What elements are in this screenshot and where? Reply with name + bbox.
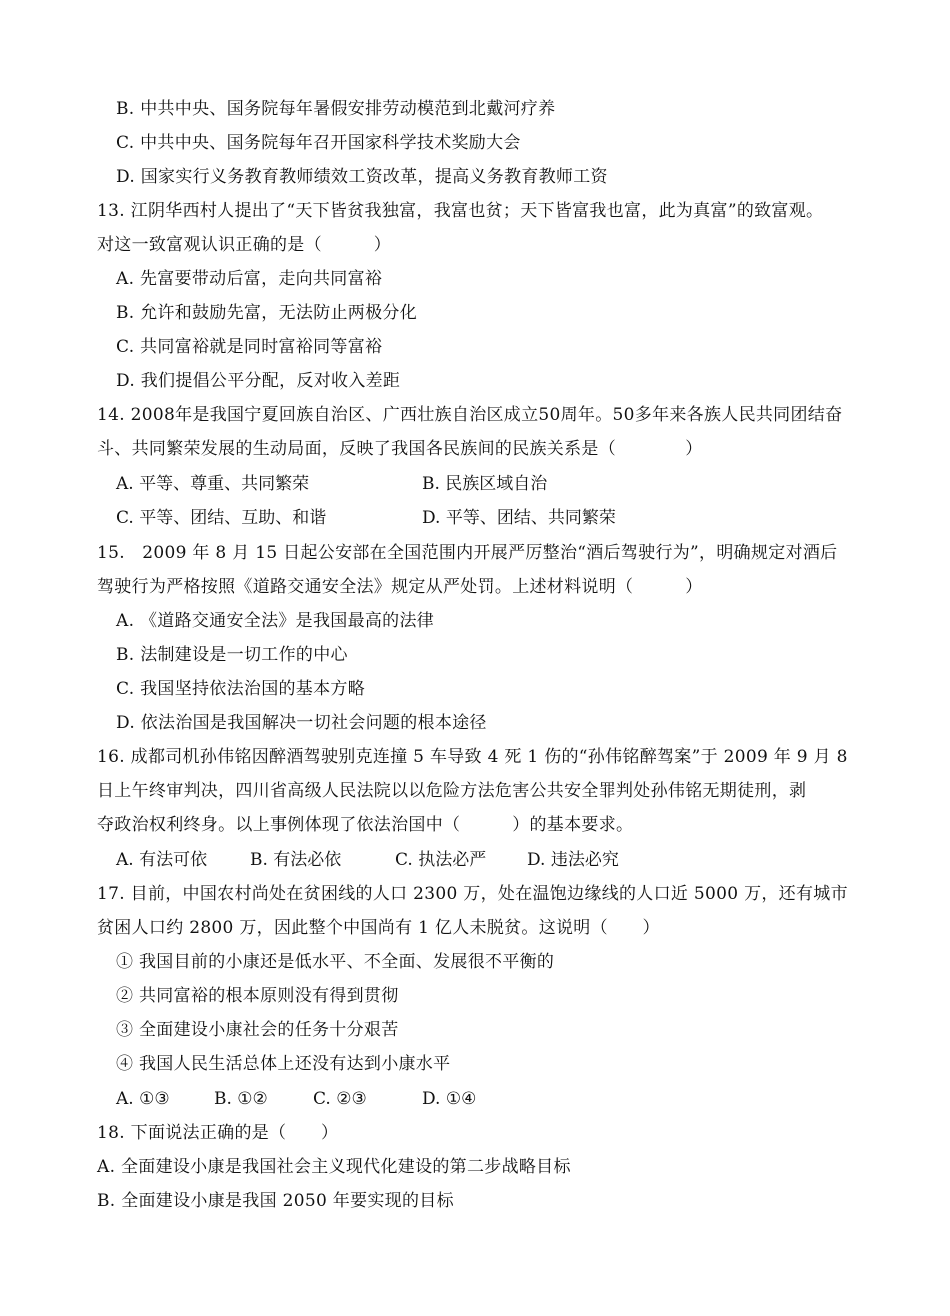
q16-stem-line2: 日上午终审判决，四川省高级人民法院以以危险方法危害公共安全罪判处孙伟铭无期徒刑，剥	[97, 781, 807, 801]
q13-option-c: C. 共同富裕就是同时富裕同等富裕	[116, 337, 383, 357]
q16-option-a: A. 有法可依	[116, 850, 208, 870]
q17-option-a: A. ①③	[116, 1089, 170, 1109]
q17-statement-3: ③ 全面建设小康社会的任务十分艰苦	[116, 1020, 399, 1040]
q16-stem-line3: 夺政治权利终身。以上事例体现了依法治国中（ ）的基本要求。	[97, 815, 634, 835]
q14-stem-line1: 14. 2008年是我国宁夏回族自治区、广西壮族自治区成立50周年。50多年来各族人民共同团结奋	[97, 405, 843, 425]
q15-option-d: D. 依法治国是我国解决一切社会问题的根本途径	[116, 713, 487, 733]
q16-option-c: C. 执法必严	[395, 850, 487, 870]
q15-option-c: C. 我国坚持依法治国的基本方略	[116, 679, 366, 699]
q15-option-a: A. 《道路交通安全法》是我国最高的法律	[116, 611, 435, 631]
q15-stem-line2: 驾驶行为严格按照《道路交通安全法》规定从严处罚。上述材料说明（ ）	[97, 577, 703, 597]
q16-option-d: D. 违法必究	[527, 850, 619, 870]
q16-stem-line1: 16. 成都司机孙伟铭因醉酒驾驶别克连撞 5 车导致 4 死 1 伤的“孙伟铭醉驾案”于 2009 年 9 月 8	[97, 747, 848, 767]
q13-stem-line1: 13. 江阴华西村人提出了“天下皆贫我独富，我富也贫；天下皆富我也富，此为真富”的致富观。	[97, 201, 824, 221]
q12-option-c: C. 中共中央、国务院每年召开国家科学技术奖励大会	[116, 133, 521, 153]
q17-statement-2: ② 共同富裕的根本原则没有得到贯彻	[116, 986, 399, 1006]
q17-stem-line1: 17. 目前，中国农村尚处在贫困线的人口 2300 万，处在温饱边缘线的人口近 5000 万，还有城市	[97, 884, 848, 904]
q13-stem-line2: 对这一致富观认识正确的是（ ）	[97, 235, 392, 255]
q17-option-c: C. ②③	[313, 1089, 367, 1109]
q15-option-b: B. 法制建设是一切工作的中心	[116, 645, 348, 665]
q14-option-a: A. 平等、尊重、共同繁荣	[116, 474, 310, 494]
q13-option-d: D. 我们提倡公平分配，反对收入差距	[116, 371, 401, 391]
q18-stem: 18. 下面说法正确的是（ ）	[97, 1123, 339, 1143]
q12-option-b: B. 中共中央、国务院每年暑假安排劳动模范到北戴河疗养	[116, 99, 556, 119]
q18-option-a: A. 全面建设小康是我国社会主义现代化建设的第二步战略目标	[97, 1157, 571, 1177]
q17-statement-4: ④ 我国人民生活总体上还没有达到小康水平	[116, 1054, 451, 1074]
q17-stem-line2: 贫困人口约 2800 万，因此整个中国尚有 1 亿人未脱贫。这说明（ ）	[97, 918, 660, 938]
q12-option-d: D. 国家实行义务教育教师绩效工资改革，提高义务教育教师工资	[116, 167, 608, 187]
q18-option-b: B. 全面建设小康是我国 2050 年要实现的目标	[97, 1191, 454, 1211]
q14-option-c: C. 平等、团结、互助、和谐	[116, 508, 327, 528]
q14-stem-line2: 斗、共同繁荣发展的生动局面，反映了我国各民族间的民族关系是（ ）	[97, 439, 703, 459]
q15-stem-line1: 15. 2009 年 8 月 15 日起公安部在全国范围内开展严厉整治“酒后驾驶行为”，明确规定对酒后	[97, 543, 838, 563]
q13-option-a: A. 先富要带动后富，走向共同富裕	[116, 269, 383, 289]
q17-option-b: B. ①②	[214, 1089, 268, 1109]
q14-option-b: B. 民族区域自治	[422, 474, 548, 494]
q17-option-d: D. ①④	[422, 1089, 477, 1109]
q14-option-d: D. 平等、团结、共同繁荣	[422, 508, 616, 528]
q17-statement-1: ① 我国目前的小康还是低水平、不全面、发展很不平衡的	[116, 952, 555, 972]
q13-option-b: B. 允许和鼓励先富，无法防止两极分化	[116, 303, 417, 323]
q16-option-b: B. 有法必依	[250, 850, 342, 870]
